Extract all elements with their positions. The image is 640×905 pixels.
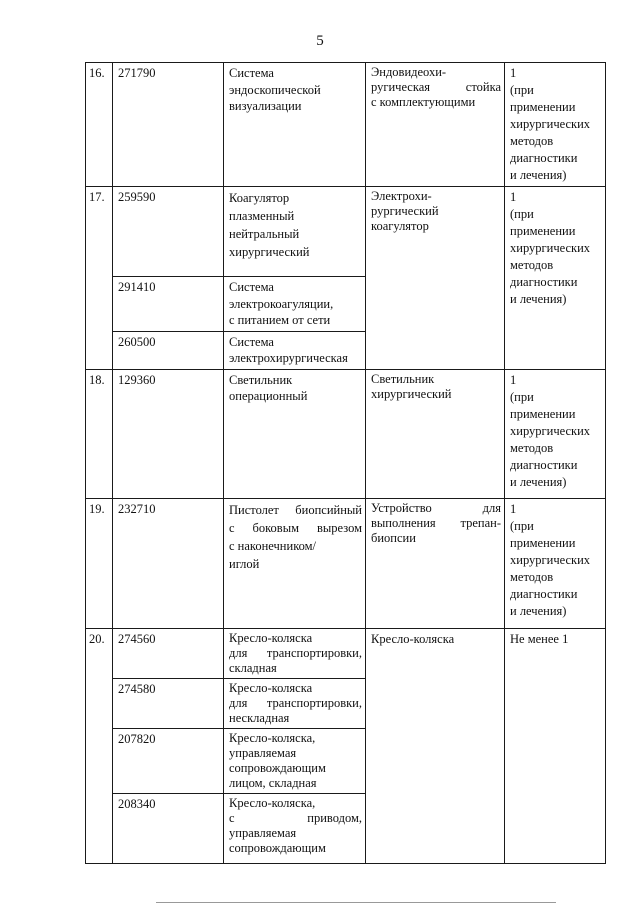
type-code: 207820 (113, 728, 224, 793)
quantity: 1 (при применении хирургических методов диагностики и лечения) (505, 498, 606, 628)
page-number: 5 (316, 33, 324, 49)
row-number: 18. (86, 369, 113, 498)
row-number: 20. (86, 628, 113, 863)
equipment-name: Кресло-коляска, управляемая сопровождающим лицом, складная (224, 728, 366, 793)
quantity: 1 (при применении хирургических методов диагностики и лечения) (505, 369, 606, 498)
equipment-group: Кресло-коляска (366, 628, 505, 863)
equipment-name: Система эндоскопической визуализации (224, 63, 366, 187)
equipment-group: Устройство для выполнения трепан- биопсии (366, 498, 505, 628)
quantity: Не менее 1 (505, 628, 606, 863)
row-number: 16. (86, 63, 113, 187)
equipment-table-wrapper (85, 62, 605, 855)
type-code: 232710 (113, 498, 224, 628)
table-row-17 (86, 187, 606, 277)
type-code: 129360 (113, 369, 224, 498)
type-code: 208340 (113, 793, 224, 863)
equipment-name: Кресло-коляска, с приводом, управляемая сопровождающим (224, 793, 366, 863)
equipment-group: Эндовидеохи- ругическая стойка с комплектующими (366, 63, 505, 187)
equipment-name: Система электрокоагуляции, с питанием от сети (224, 277, 366, 332)
page-bottom-edge (156, 902, 556, 903)
type-code: 259590 (113, 187, 224, 277)
table-row-19 (86, 498, 606, 628)
type-code: 271790 (113, 63, 224, 187)
row-number: 17. (86, 187, 113, 370)
row-number: 19. (86, 498, 113, 628)
quantity: 1 (при применении хирургических методов диагностики и лечения) (505, 63, 606, 187)
table-row-20 (86, 628, 606, 678)
equipment-name: Кресло-коляска для транспортировки, нескладная (224, 678, 366, 728)
type-code: 274560 (113, 628, 224, 678)
equipment-name: Пистолет биопсийный с боковым вырезом с наконечником/ иглой (224, 498, 366, 628)
quantity: 1 (при применении хирургических методов диагностики и лечения) (505, 187, 606, 370)
equipment-group: Электрохи- рургический коагулятор (366, 187, 505, 370)
equipment-table (85, 62, 606, 864)
equipment-name: Система электрохирургическая (224, 331, 366, 369)
equipment-name: Коагулятор плазменный нейтральный хирургический (224, 187, 366, 277)
type-code: 260500 (113, 331, 224, 369)
table-row-18 (86, 369, 606, 498)
table-row-16 (86, 63, 606, 187)
equipment-group: Светильник хирургический (366, 369, 505, 498)
type-code: 274580 (113, 678, 224, 728)
equipment-name: Кресло-коляска для транспортировки, складная (224, 628, 366, 678)
equipment-name: Светильник операционный (224, 369, 366, 498)
type-code: 291410 (113, 277, 224, 332)
